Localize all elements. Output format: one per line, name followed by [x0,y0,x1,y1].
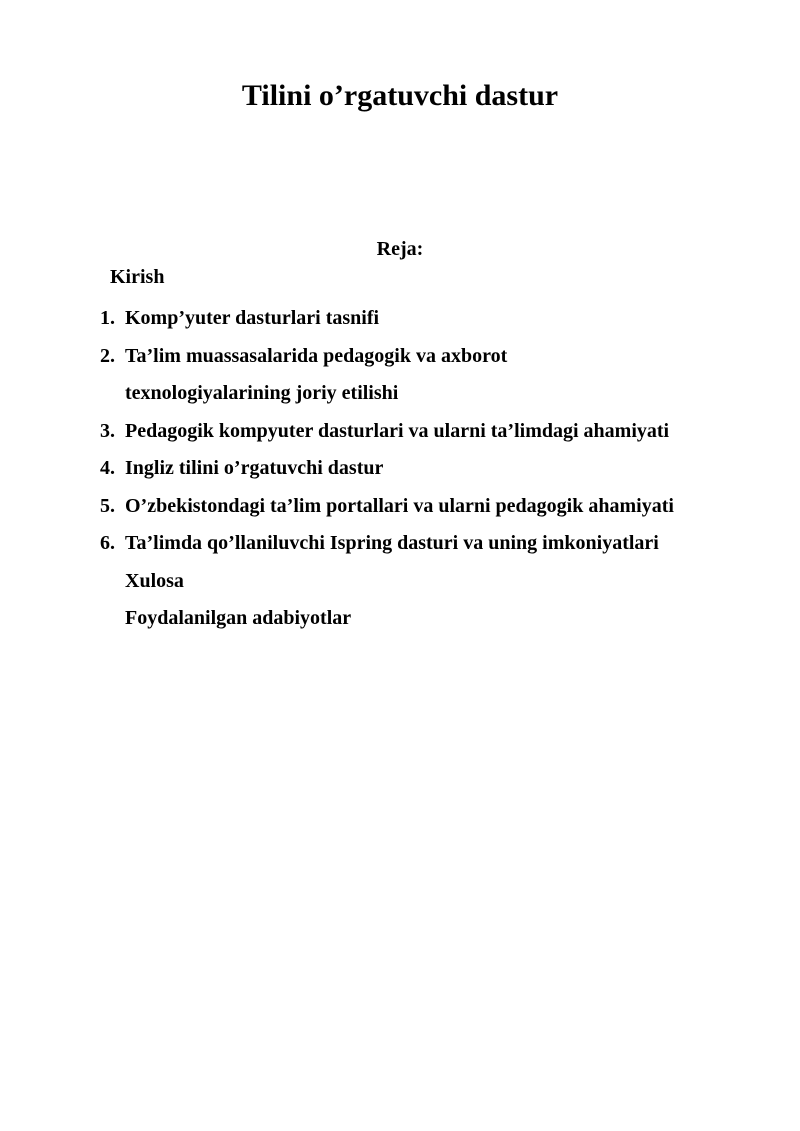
toc-item-text: Pedagogik kompyuter dasturlari va ularni ta’limdagi ahamiyati [125,419,670,442]
toc-item-text: O’zbekistondagi ta’lim portallari va ularni pedagogik ahamiyati [125,494,674,517]
toc-item-conclusion [0,563,800,601]
toc-item [0,450,800,488]
toc-item-number: 3. [100,419,115,442]
toc-item-number: 4. [100,457,115,479]
toc-item-text: Foydalanilgan adabiyotlar [125,607,352,629]
toc-item-number: 6. [100,532,115,554]
toc-item-text: Ta’lim muassasalarida pedagogik va axborot [125,344,508,367]
toc-item [0,413,800,451]
toc-item-text: texnologiyalarining joriy etilishi [125,382,399,404]
plan-heading: Reja: [376,238,424,260]
toc-item-number: 2. [100,344,115,367]
table-of-contents [0,300,800,638]
toc-item-text: Ta’limda qo’llaniluvchi Ispring dasturi va uning imkoniyatlari [125,532,659,554]
toc-intro: Kirish [110,266,165,288]
toc-item-text: Komp’yuter dasturlari tasnifi [125,307,380,329]
toc-item [0,300,800,338]
toc-item-references [0,600,800,638]
toc-item [0,488,800,526]
toc-item-text: Xulosa [125,569,184,592]
toc-item-text: Ingliz tilini o’rgatuvchi dastur [125,457,384,479]
toc-item-number: 1. [100,307,115,329]
toc-item-number: 5. [100,494,115,517]
toc-item-continuation [0,375,800,413]
toc-item [0,525,800,563]
toc-item [0,338,800,376]
document-title: Tilini o’rgatuvchi dastur [241,79,559,112]
